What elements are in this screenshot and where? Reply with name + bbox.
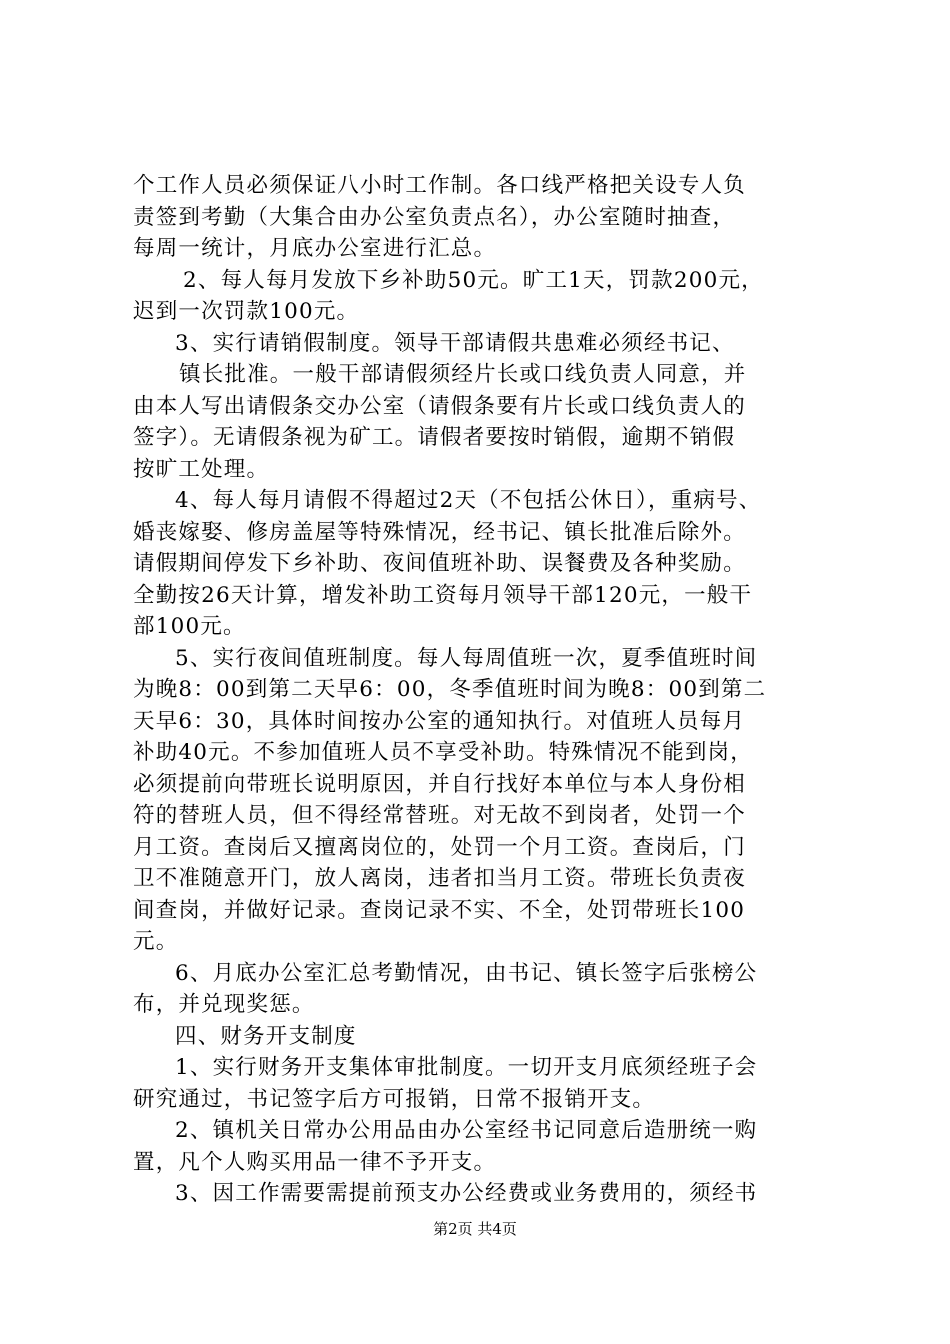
text-line: 必须提前向带班长说明原因，并自行找好本单位与本人身份相: [133, 771, 746, 797]
text-line: 四、财务开支制度: [175, 1023, 357, 1049]
text-line: 个工作人员必须保证八小时工作制。各口线严格把关设专人负: [133, 173, 746, 198]
text-line: 3、因工作需要需提前预支办公经费或业务费用的，须经书: [175, 1181, 758, 1206]
page-footer: 第2页 共4页: [433, 1220, 517, 1238]
text-line: 责签到考勤（大集合由办公室负责点名），办公室随时抽查，: [133, 204, 736, 230]
text-line: 2、每人每月发放下乡补助50元。旷工1天，罚款200元，: [183, 267, 764, 293]
text-line: 符的替班人员，但不得经常替班。对无故不到岗者，处罚一个: [133, 803, 746, 828]
text-line: 元。: [133, 929, 179, 954]
text-line: 为晚8：00到第二天早6：00，冬季值班时间为晚8：00到第二: [133, 677, 767, 702]
text-line: 5、实行夜间值班制度。每人每周值班一次，夏季值班时间: [175, 645, 758, 671]
text-line: 1、实行财务开支集体审批制度。一切开支月底须经班子会: [175, 1055, 758, 1080]
text-line: 间查岗，并做好记录。查岗记录不实、不全，处罚带班长100: [133, 897, 746, 923]
text-line: 请假期间停发下乡补助、夜间值班补助、误餐费及各种奖励。: [133, 551, 746, 576]
text-line: 月工资。查岗后又擅离岗位的，处罚一个月工资。查岗后，门: [133, 834, 746, 860]
text-line: 卫不准随意开门，放人离岗，违者扣当月工资。带班长负责夜: [133, 866, 746, 891]
text-line: 6、月底办公室汇总考勤情况，由书记、镇长签字后张榜公: [175, 960, 758, 986]
text-line: 婚丧嫁娶、修房盖屋等特殊情况，经书记、镇长批准后除外。: [133, 519, 746, 545]
text-line: 2、镇机关日常办公用品由办公室经书记同意后造册统一购: [175, 1118, 758, 1143]
text-line: 按旷工处理。: [133, 456, 270, 482]
text-line: 4、每人每月请假不得超过2天（不包括公休日），重病号、: [175, 488, 762, 513]
text-line: 研究通过，书记签字后方可报销，日常不报销开支。: [133, 1086, 656, 1112]
text-line: 置，凡个人购买用品一律不予开支。: [133, 1149, 497, 1175]
text-line: 镇长批准。一般干部请假须经片长或口线负责人同意，并: [179, 362, 747, 387]
text-line: 迟到一次罚款100元。: [133, 299, 360, 324]
text-line: 由本人写出请假条交办公室（请假条要有片长或口线负责人的: [133, 393, 746, 419]
text-line: 补助40元。不参加值班人员不享受补助。特殊情况不能到岗，: [133, 740, 753, 765]
text-line: 部100元。: [133, 614, 246, 639]
text-line: 布，并兑现奖惩。: [133, 992, 315, 1017]
text-line: 3、实行请销假制度。领导干部请假共患难必须经书记、: [175, 330, 735, 356]
text-line: 每周一统计，月底办公室进行汇总。: [133, 236, 497, 261]
text-line: 签字）。无请假条视为矿工。请假者要按时销假，逾期不销假: [133, 425, 736, 450]
text-line: 天早6：30，具体时间按办公室的通知执行。对值班人员每月: [133, 708, 746, 734]
document-body: [133, 170, 843, 1210]
text-line: 全勤按26天计算，增发补助工资每月领导干部120元，一般干: [133, 582, 753, 608]
